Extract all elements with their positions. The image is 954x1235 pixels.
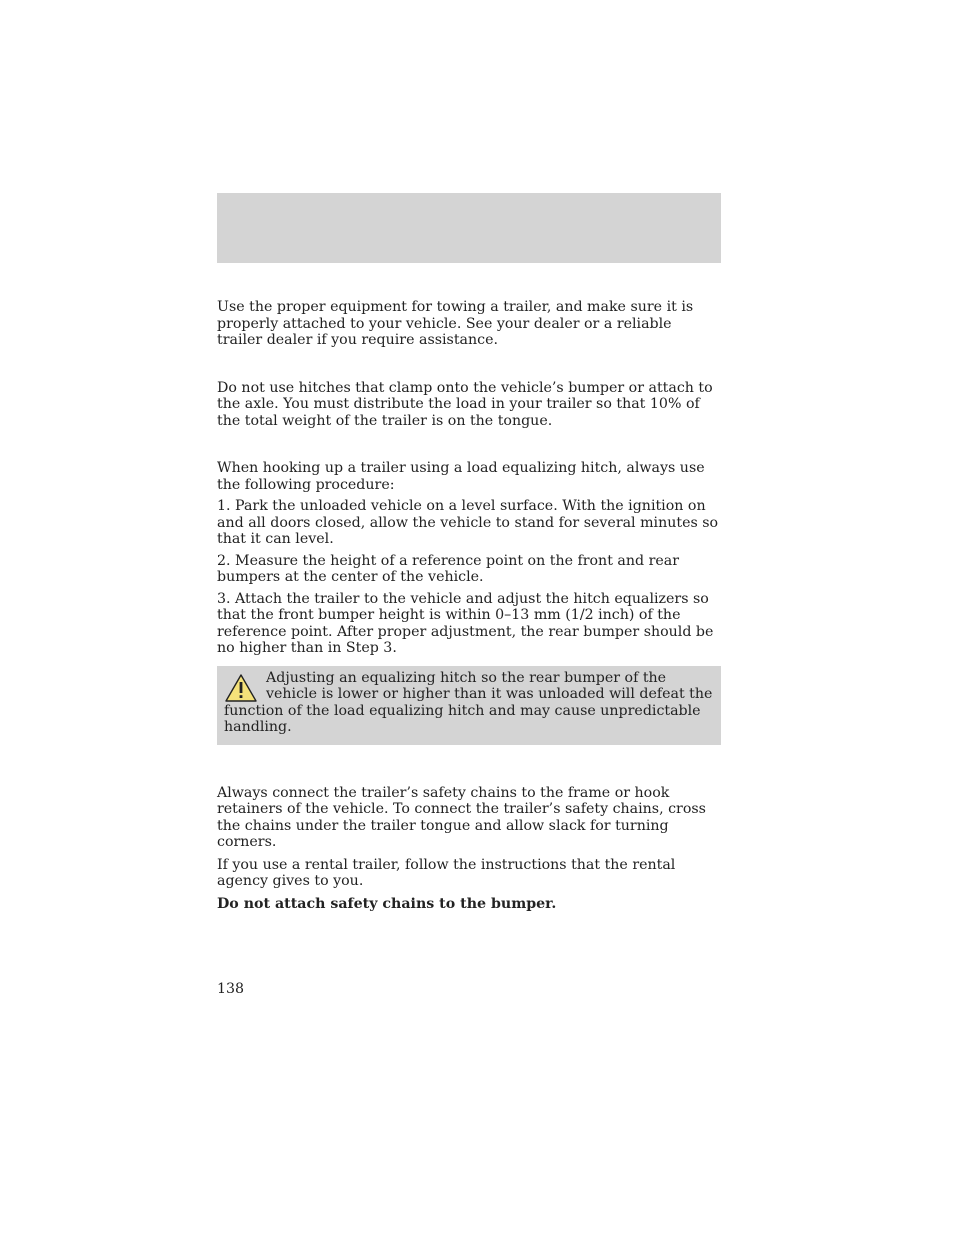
- warning-box: [217, 666, 721, 745]
- step-3: 3. Attach the trailer to the vehicle and adjust the hitch equalizers so that the front bumper height is within 0–13 mm (1/2 inch) of the reference point. After proper adjustment, the rear bumper should be no higher than in Step 3.: [217, 590, 714, 656]
- step-2: 2. Measure the height of a reference point on the front and rear bumpers at the center of the vehicle.: [217, 552, 680, 585]
- warning-triangle-icon: [224, 673, 258, 703]
- page-number: 138: [217, 981, 245, 997]
- step-1: 1. Park the unloaded vehicle on a level surface. With the ignition on and all doors closed, allow the vehicle to stand for several minutes so that it can level.: [217, 498, 719, 547]
- header-band: [217, 193, 721, 263]
- page-content: [217, 299, 721, 912]
- bumper-note: Do not attach safety chains to the bumper.: [217, 895, 557, 912]
- hitches-paragraph: Do not use hitches that clamp onto the vehicle’s bumper or attach to the axle. You must distribute the load in your trailer so that 10% of the total weight of the trailer is on the tongue.: [217, 379, 713, 429]
- intro-paragraph: Use the proper equipment for towing a trailer, and make sure it is properly attached to your vehicle. See your dealer or a reliable trailer dealer if you require assistance.: [217, 299, 694, 348]
- equalizing-intro-paragraph: When hooking up a trailer using a load equalizing hitch, always use the following procedure:: [217, 460, 705, 493]
- warning-text: Adjusting an equalizing hitch so the rear bumper of the vehicle is lower or higher than it was unloaded will defeat the function of the load equalizing hitch and may cause unpredictable handling.: [224, 669, 713, 735]
- rental-paragraph: If you use a rental trailer, follow the instructions that the rental agency gives to you.: [217, 856, 676, 889]
- chains-paragraph: Always connect the trailer’s safety chains to the frame or hook retainers of the vehicle. To connect the trailer’s safety chains, cross the chains under the trailer tongue and allow slack for turning corners.: [217, 784, 706, 850]
